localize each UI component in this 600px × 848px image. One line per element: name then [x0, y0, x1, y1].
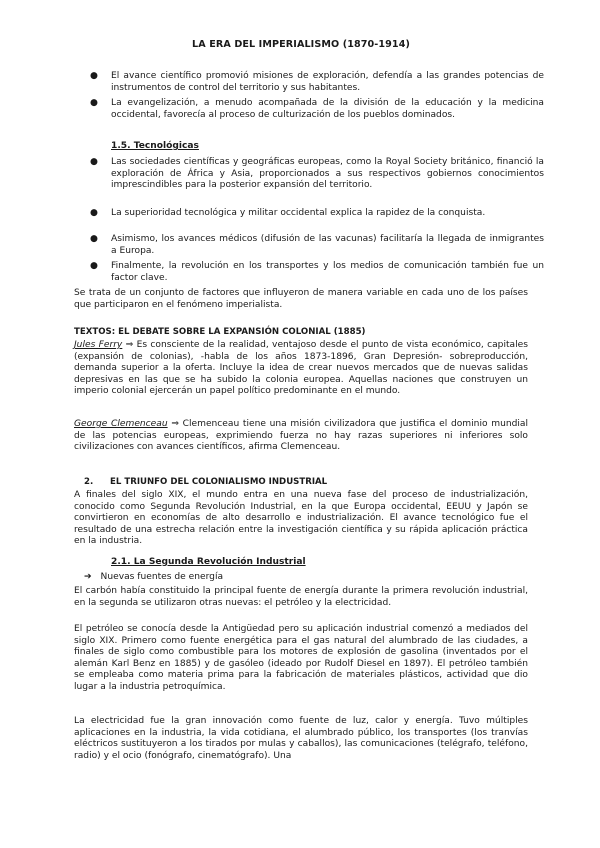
paragraph-ferry	[74, 340, 528, 398]
paragraph-text: ⇒ Es consciente de la realidad, ventajoso desde el punto de vista económico, capitales (expansión de colonias), -habla de los años 1873-1896, Gran Depresión- sobreproducción, demanda superior a la oferta. Incluye la idea de crear nuevos mercados que de nuevas salidas depresivas en las que se ha subido la colonia europea. Aquellas naciones que construyen un imperio colonial ejercerán un papel político predominante en el mundo.	[74, 340, 528, 397]
list-item-text: Nuevas fuentes de energía	[100, 572, 224, 582]
bullet-icon: ●	[90, 157, 98, 167]
page-title: LA ERA DEL IMPERIALISMO (1870-1914)	[192, 39, 410, 50]
paragraph-text: ⇒ Clemenceau tiene una misión civilizadora que justifica el dominio mundial de las potencias europeas, exprimiendo fuerza no hay razas superiores ni inferiores solo civilizaciones con avances científicos, afirma Clemenceau.	[74, 419, 528, 453]
bullet-icon: ●	[90, 98, 98, 108]
section-heading: TEXTOS: EL DEBATE SOBRE LA EXPANSIÓN COLONIAL (1885)	[74, 327, 366, 337]
section-number: 2.	[84, 477, 94, 487]
list-item-text: El avance científico promovió misiones de exploración, defendía a las grandes potencias de instrumentos de control del territorio y sus habitantes.	[111, 71, 544, 93]
list-item-text: Asimismo, los avances médicos (difusión de las vacunas) facilitaría la llegada de inmigrantes a Europa.	[111, 234, 544, 256]
bullet-icon: ●	[90, 234, 98, 244]
subsection-heading: 1.5. Tecnológicas	[111, 141, 199, 151]
author-name: Jules Ferry	[74, 340, 123, 350]
paragraph: El carbón había constituido la principal fuente de energía durante la primera revolución industrial, en la segunda se utilizaron otras nuevas: el petróleo y la electricidad.	[74, 586, 528, 608]
list-item-text: Las sociedades científicas y geográficas europeas, como la Royal Society británico, financió la exploración de África y Asia, proporcionados a sus respectivos gobiernos conocimientos imprescindibles para la posterior expansión del territorio.	[111, 157, 544, 191]
arrow-icon: ➔	[84, 572, 92, 582]
bullet-icon: ●	[90, 208, 98, 218]
section-heading: EL TRIUNFO DEL COLONIALISMO INDUSTRIAL	[110, 477, 328, 487]
paragraph-clemenceau	[74, 419, 528, 454]
bullet-icon: ●	[90, 71, 98, 81]
paragraph: Se trata de un conjunto de factores que influyeron de manera variable en cada uno de los países que participaron en el fenómeno imperialista.	[74, 288, 528, 310]
list-item	[84, 572, 223, 582]
list-item-text: Finalmente, la revolución en los transportes y los medios de comunicación también fue un factor clave.	[111, 261, 544, 283]
subsection-heading: 2.1. La Segunda Revolución Industrial	[111, 557, 306, 567]
list-item-text: La superioridad tecnológica y militar occidental explica la rapidez de la conquista.	[111, 208, 486, 218]
paragraph: La electricidad fue la gran innovación como fuente de luz, calor y energía. Tuvo múltiples aplicaciones en la industria, la vida cotidiana, el alumbrado público, los transportes (los tranvías eléctricos sustituyeron a los tirados por mulas y caballos), las comunicaciones (telégrafo, teléfono, radio) y el ocio (fonógrafo, cinematógrafo). Una	[74, 716, 528, 761]
author-name: George Clemenceau	[74, 419, 168, 429]
list-item-text: La evangelización, a menudo acompañada de la división de la educación y la medicina occidental, favorecía al proceso de culturización de los pueblos dominados.	[111, 98, 544, 120]
paragraph: El petróleo se conocía desde la Antigüedad pero su aplicación industrial comenzó a mediados del siglo XIX. Primero como fuente energética para el gas natural del alumbrado de las ciudades, a finales de siglo como combustible para los motores de explosión de gasolina (inventados por el alemán Karl Benz en 1885) y de gasóleo (ideado por Rudolf Diesel en 1897). El petróleo también se empleaba como materia prima para la fabricación de materiales plásticos, actividad que dio lugar a la industria petroquímica.	[74, 624, 528, 692]
bullet-icon: ●	[90, 261, 98, 271]
paragraph: A finales del siglo XIX, el mundo entra en una nueva fase del proceso de industrialización, conocido como Segunda Revolución Industrial, en la que Europa occidental, EEUU y Japón se convirtieron en economías de alto desarrollo e industrialización. El avance tecnológico fue el resultado de una estrecha relación entre la investigación científica y su rápida aplicación práctica en la industria.	[74, 490, 528, 547]
